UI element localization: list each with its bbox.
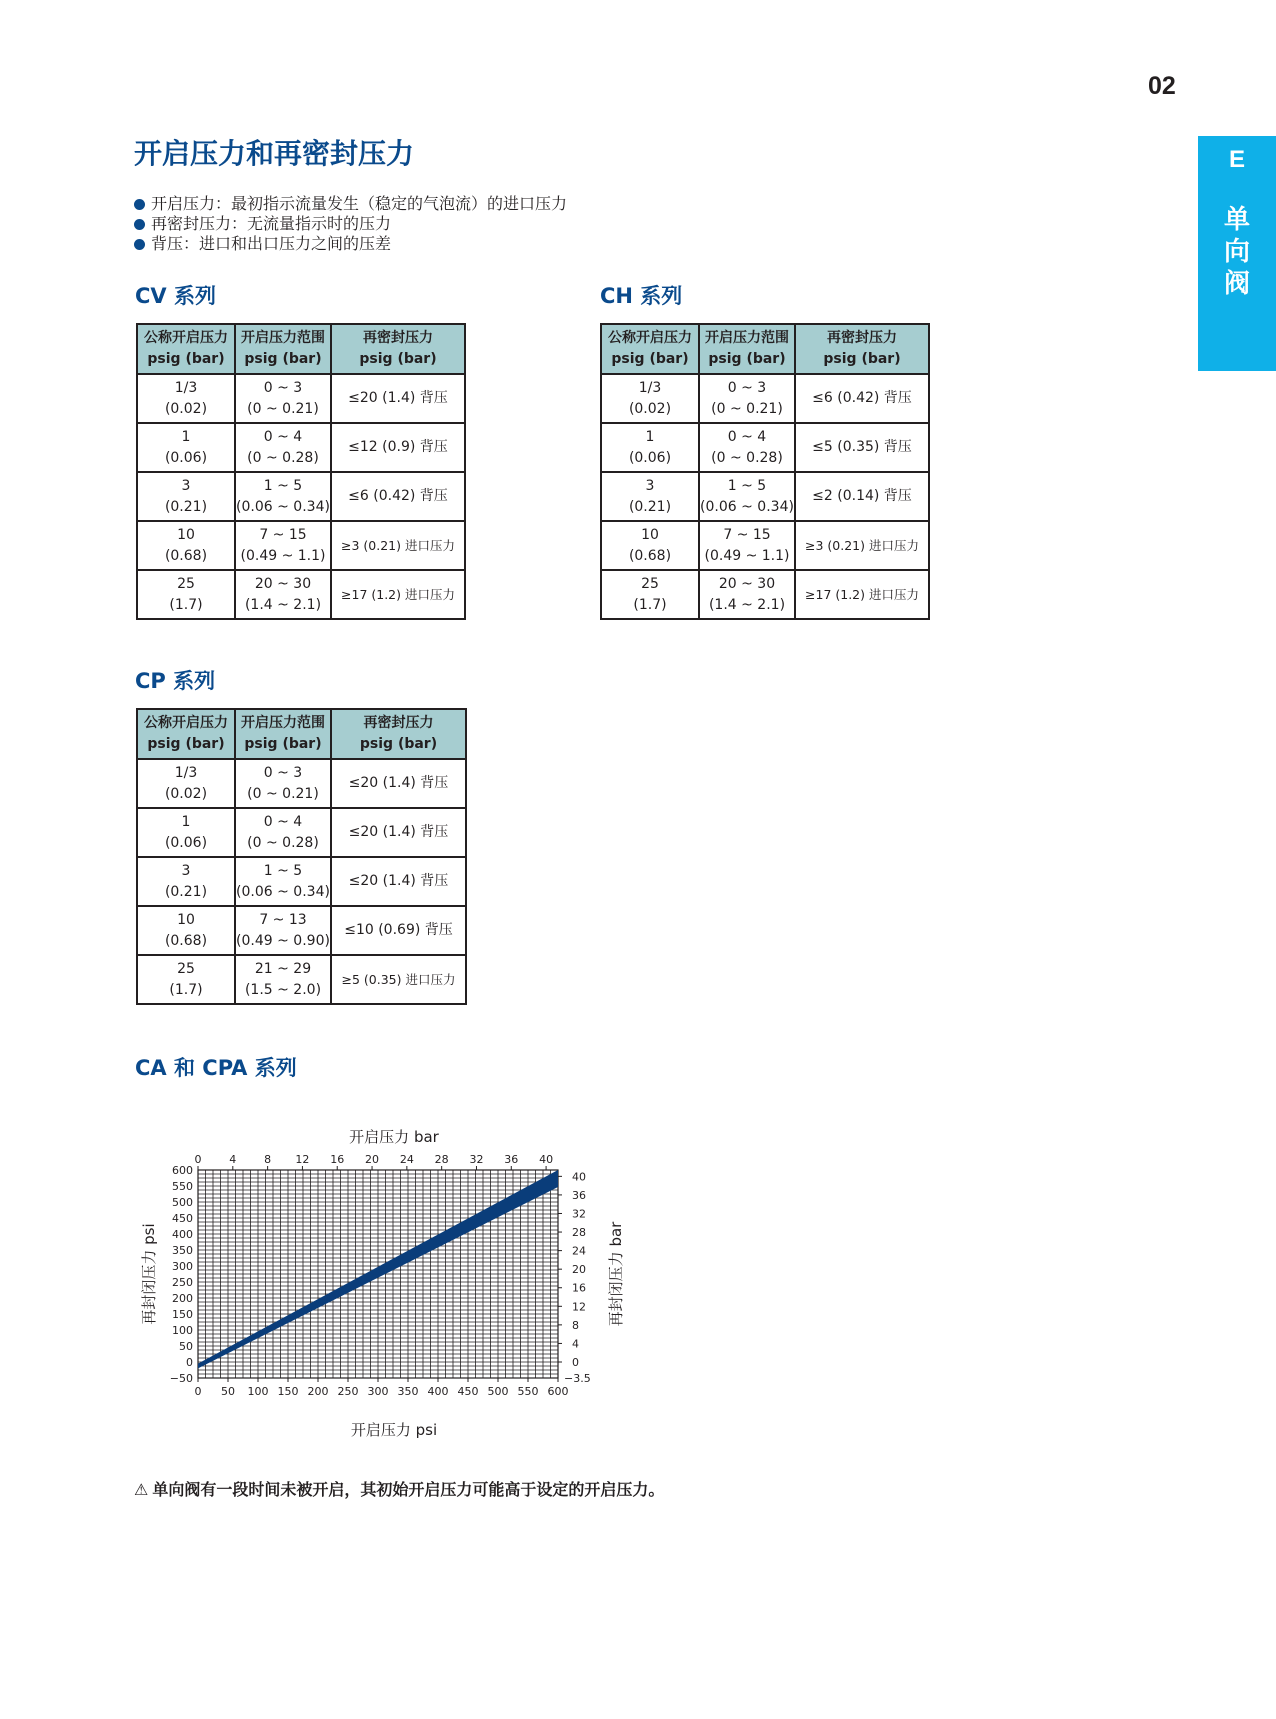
reseal-value: ≤20 (1.4) 背压 — [348, 775, 449, 791]
psig-value: 1/3 — [174, 764, 198, 781]
pressure-range-cell — [235, 521, 331, 570]
bar-value: (0.02) — [164, 785, 208, 802]
header-unit: psig (bar) — [611, 351, 689, 367]
chart-svg — [130, 1122, 670, 1467]
y-tick-label: 250 — [172, 1276, 193, 1289]
nominal-pressure-cell — [137, 472, 235, 521]
y-axis-title: 再封闭压力 psi — [140, 1223, 158, 1325]
pressure-range-cell — [235, 955, 331, 1004]
table-header-cell — [137, 709, 235, 759]
y-tick-label: 400 — [172, 1228, 193, 1241]
y2-tick-label: 4 — [572, 1337, 579, 1351]
psig-value: 10 — [641, 526, 659, 543]
cv-series-title: CV 系列 — [135, 284, 216, 308]
header-unit: psig (bar) — [244, 736, 322, 752]
y2-tick-label: 8 — [572, 1318, 579, 1332]
nominal-pressure-cell — [137, 808, 235, 857]
pressure-range-cell — [235, 906, 331, 955]
psig-value: 25 — [177, 575, 195, 592]
y2-tick-label: 24 — [572, 1244, 586, 1258]
nominal-pressure-cell — [137, 521, 235, 570]
x2-tick-label: 8 — [264, 1153, 272, 1166]
ch-series-title: CH 系列 — [600, 284, 683, 308]
table-header-cell — [601, 324, 699, 374]
x-tick-label: 400 — [427, 1385, 449, 1398]
header-unit: psig (bar) — [147, 351, 225, 367]
nominal-pressure-cell — [137, 759, 235, 808]
psig-value: 1 — [645, 428, 655, 445]
x-tick-label: 50 — [221, 1385, 235, 1398]
header-unit: psig (bar) — [244, 351, 322, 367]
header-unit: psig (bar) — [359, 351, 437, 367]
nominal-pressure-cell — [137, 906, 235, 955]
bar-value: (1.7) — [169, 981, 203, 998]
psig-range: 7 ~ 15 — [723, 526, 771, 543]
side-tab-label: 单向阀 — [1223, 205, 1250, 299]
ch-series-table — [600, 323, 930, 620]
x-tick-label: 550 — [517, 1385, 539, 1398]
definition-item: 再密封压力：无流量指示时的压力 — [134, 214, 567, 234]
bar-range: (0 ~ 0.21) — [247, 785, 319, 802]
psig-value: 25 — [641, 575, 659, 592]
reseal-pressure-cell — [331, 906, 466, 955]
reseal-pressure-cell — [795, 472, 929, 521]
nominal-pressure-cell — [137, 955, 235, 1004]
y2-tick-label: 16 — [572, 1281, 586, 1295]
header-label: 开启压力范围 — [705, 330, 789, 346]
reseal-value: ≥3 (0.21) 进口压力 — [805, 538, 919, 553]
table-row — [601, 521, 929, 570]
header-label: 开启压力范围 — [241, 715, 325, 731]
reseal-value: ≥5 (0.35) 进口压力 — [341, 972, 456, 987]
reseal-value: ≤12 (0.9) 背压 — [348, 439, 448, 455]
header-unit: psig (bar) — [708, 351, 786, 367]
pressure-range-cell — [699, 521, 795, 570]
reseal-value: ≥17 (1.2) 进口压力 — [341, 587, 455, 602]
pressure-range-cell — [235, 857, 331, 906]
section-side-tab[interactable] — [1198, 136, 1276, 371]
reseal-pressure-cell — [331, 374, 465, 423]
definition-list — [134, 194, 567, 254]
psig-value: 1/3 — [638, 379, 662, 396]
psig-range: 20 ~ 30 — [254, 575, 312, 592]
header-label: 开启压力范围 — [241, 330, 325, 346]
bar-value: (0.68) — [164, 547, 208, 564]
table-header-cell — [235, 324, 331, 374]
pressure-range-cell — [699, 472, 795, 521]
bar-value: (0.21) — [164, 498, 208, 515]
reseal-pressure-cell — [795, 521, 929, 570]
reseal-pressure-cell — [331, 423, 465, 472]
psig-range: 1 ~ 5 — [727, 477, 767, 494]
header-label: 公称开启压力 — [144, 715, 228, 731]
nominal-pressure-cell — [137, 857, 235, 906]
nominal-pressure-cell — [601, 521, 699, 570]
table-row — [137, 808, 466, 857]
table-row — [137, 906, 466, 955]
table-header-cell — [795, 324, 929, 374]
warning-note — [134, 1477, 664, 1500]
psig-value: 10 — [177, 526, 195, 543]
reseal-value: ≤20 (1.4) 背压 — [348, 824, 449, 840]
bar-range: (0 ~ 0.21) — [247, 400, 319, 417]
psig-range: 20 ~ 30 — [718, 575, 776, 592]
nominal-pressure-cell — [601, 374, 699, 423]
nominal-pressure-cell — [137, 374, 235, 423]
x-tick-label: 350 — [397, 1385, 419, 1398]
nominal-pressure-cell — [601, 472, 699, 521]
bar-range: (1.4 ~ 2.1) — [244, 596, 322, 613]
y2-tick-label: 36 — [572, 1188, 586, 1202]
x-tick-label: 150 — [277, 1385, 299, 1398]
table-row — [137, 374, 465, 423]
y-tick-label: 550 — [172, 1180, 193, 1193]
table-row — [601, 472, 929, 521]
psig-value: 3 — [181, 477, 191, 494]
x2-tick-label: 20 — [365, 1153, 380, 1166]
x-tick-label: 300 — [367, 1385, 389, 1398]
table-row — [137, 472, 465, 521]
table-header-row — [601, 324, 929, 374]
header-label: 再密封压力 — [363, 715, 434, 731]
y-tick-label: 0 — [186, 1356, 193, 1369]
reseal-value: ≥3 (0.21) 进口压力 — [341, 538, 455, 553]
psig-value: 10 — [177, 911, 195, 928]
nominal-pressure-cell — [137, 570, 235, 619]
y-tick-label: 200 — [172, 1292, 193, 1305]
bar-range: (0.49 ~ 1.1) — [704, 547, 790, 564]
bar-value: (0.68) — [628, 547, 672, 564]
x2-tick-label: 4 — [229, 1153, 237, 1166]
table-header-cell — [137, 324, 235, 374]
psig-range: 7 ~ 15 — [259, 526, 307, 543]
warning-text: 单向阀有一段时间未被开启，其初始开启压力可能高于设定的开启压力。 — [152, 1480, 665, 1499]
bar-range: (1.4 ~ 2.1) — [708, 596, 786, 613]
table-row — [601, 374, 929, 423]
pressure-range-cell — [235, 808, 331, 857]
psig-range: 1 ~ 5 — [263, 477, 303, 494]
x-tick-label: 100 — [247, 1385, 269, 1398]
side-tab-letter: E — [1228, 146, 1245, 173]
psig-range: 0 ~ 3 — [263, 379, 303, 396]
reseal-value: ≤5 (0.35) 背压 — [812, 439, 912, 455]
reseal-value: ≤6 (0.42) 背压 — [812, 390, 912, 406]
pressure-range-cell — [699, 570, 795, 619]
header-label: 公称开启压力 — [144, 330, 228, 346]
x2-tick-label: 28 — [434, 1153, 449, 1166]
cp-series-table — [136, 708, 467, 1005]
pressure-range-cell — [235, 423, 331, 472]
psig-value: 3 — [645, 477, 655, 494]
psig-value: 1 — [181, 813, 191, 830]
reseal-pressure-cell — [331, 808, 466, 857]
bar-range: (0.06 ~ 0.34) — [700, 498, 794, 515]
y2-tick-label: 28 — [572, 1226, 586, 1240]
table-row — [601, 570, 929, 619]
reseal-pressure-cell — [331, 521, 465, 570]
table-row — [137, 955, 466, 1004]
reseal-pressure-cell — [331, 759, 466, 808]
table-header-row — [137, 324, 465, 374]
header-unit: psig (bar) — [359, 736, 438, 752]
x-tick-label: 0 — [194, 1385, 202, 1398]
bar-value: (0.06) — [164, 449, 208, 466]
table-header-cell — [331, 324, 465, 374]
table-row — [137, 759, 466, 808]
bar-value: (0.21) — [628, 498, 672, 515]
x-axis-title: 开启压力 psi — [350, 1421, 438, 1439]
table-header-row — [137, 709, 466, 759]
bar-value: (0.02) — [628, 400, 672, 417]
pressure-range-cell — [235, 374, 331, 423]
bar-range: (0.06 ~ 0.34) — [236, 883, 330, 900]
pressure-range-cell — [235, 570, 331, 619]
x-tick-label: 200 — [307, 1385, 329, 1398]
y-tick-label: 450 — [172, 1212, 193, 1225]
bar-range: (0.49 ~ 1.1) — [240, 547, 326, 564]
psig-range: 0 ~ 4 — [727, 428, 767, 445]
header-unit: psig (bar) — [147, 736, 225, 752]
x2-tick-label: 24 — [399, 1153, 414, 1166]
y-tick-label: 500 — [172, 1196, 193, 1209]
table-row — [137, 521, 465, 570]
y2-tick-label: −3.5 — [564, 1372, 591, 1385]
reseal-pressure-cell — [331, 570, 465, 619]
reseal-value: ≤10 (0.69) 背压 — [344, 922, 453, 938]
psig-range: 21 ~ 29 — [254, 960, 312, 977]
page-title: 开启压力和再密封压力 — [134, 137, 415, 170]
psig-value: 1 — [181, 428, 191, 445]
pressure-range-cell — [699, 374, 795, 423]
y-tick-label: 150 — [172, 1308, 193, 1321]
table-header-cell — [235, 709, 331, 759]
y-tick-label: 600 — [172, 1164, 193, 1177]
reseal-value: ≤20 (1.4) 背压 — [348, 873, 449, 889]
nominal-pressure-cell — [601, 570, 699, 619]
relief-pressure-chart — [130, 1122, 670, 1467]
bar-range: (1.5 ~ 2.0) — [244, 981, 322, 998]
psig-range: 0 ~ 4 — [263, 428, 303, 445]
reseal-pressure-cell — [331, 955, 466, 1004]
psig-range: 0 ~ 3 — [727, 379, 767, 396]
reseal-pressure-cell — [331, 857, 466, 906]
table-header-cell — [331, 709, 466, 759]
x-tick-label: 500 — [487, 1385, 509, 1398]
psig-range: 7 ~ 13 — [259, 911, 307, 928]
definition-item: 开启压力：最初指示流量发生（稳定的气泡流）的进口压力 — [134, 194, 567, 214]
reseal-value: ≥17 (1.2) 进口压力 — [805, 587, 919, 602]
bar-range: (0 ~ 0.21) — [711, 400, 783, 417]
y-tick-label: 300 — [172, 1260, 193, 1273]
pressure-range-cell — [235, 472, 331, 521]
reseal-pressure-cell — [331, 472, 465, 521]
ca-cpa-series-title: CA 和 CPA 系列 — [135, 1056, 297, 1080]
psig-range: 0 ~ 3 — [263, 764, 303, 781]
bar-value: (0.68) — [164, 932, 208, 949]
x2-tick-label: 36 — [504, 1153, 519, 1166]
warning-icon: ⚠ — [134, 1480, 149, 1499]
bar-range: (0.06 ~ 0.34) — [236, 498, 330, 515]
x2-tick-label: 16 — [330, 1153, 345, 1166]
psig-value: 3 — [181, 862, 191, 879]
x-tick-label: 450 — [457, 1385, 479, 1398]
bar-value: (0.06) — [164, 834, 208, 851]
bar-value: (1.7) — [169, 596, 203, 613]
y2-tick-label: 40 — [572, 1170, 586, 1184]
psig-range: 0 ~ 4 — [263, 813, 303, 830]
x2-axis-title: 开启压力 bar — [349, 1128, 439, 1146]
bar-range: (0 ~ 0.28) — [711, 449, 783, 466]
bar-value: (0.02) — [164, 400, 208, 417]
reseal-value: ≤6 (0.42) 背压 — [348, 488, 448, 504]
x2-tick-label: 0 — [194, 1153, 202, 1166]
y-tick-label: 350 — [172, 1244, 193, 1257]
bar-range: (0 ~ 0.28) — [247, 834, 319, 851]
header-unit: psig (bar) — [823, 351, 901, 367]
x2-tick-label: 32 — [469, 1153, 484, 1166]
bar-range: (0.49 ~ 0.90) — [236, 932, 330, 949]
x2-tick-label: 12 — [295, 1153, 310, 1166]
bar-range: (0 ~ 0.28) — [247, 449, 319, 466]
x-tick-label: 250 — [337, 1385, 359, 1398]
y2-axis-title: 再封闭压力 bar — [607, 1221, 625, 1327]
x2-tick-label: 40 — [539, 1153, 554, 1166]
reseal-pressure-cell — [795, 374, 929, 423]
reseal-pressure-cell — [795, 423, 929, 472]
table-header-cell — [699, 324, 795, 374]
y2-tick-label: 0 — [572, 1356, 579, 1369]
psig-value: 25 — [177, 960, 195, 977]
y-tick-label: 100 — [172, 1324, 193, 1337]
reseal-value: ≤20 (1.4) 背压 — [348, 390, 448, 406]
nominal-pressure-cell — [601, 423, 699, 472]
header-label: 再密封压力 — [363, 330, 433, 346]
table-row — [137, 423, 465, 472]
table-row — [137, 570, 465, 619]
y-tick-label: 50 — [179, 1340, 193, 1353]
y2-tick-label: 32 — [572, 1207, 586, 1221]
bar-value: (0.21) — [164, 883, 208, 900]
definition-item: 背压：进口和出口压力之间的压差 — [134, 234, 567, 254]
psig-value: 1/3 — [174, 379, 198, 396]
bar-value: (0.06) — [628, 449, 672, 466]
page-number: 02 — [1148, 72, 1176, 100]
reseal-value: ≤2 (0.14) 背压 — [812, 488, 912, 504]
y2-tick-label: 20 — [572, 1263, 586, 1277]
psig-range: 1 ~ 5 — [263, 862, 303, 879]
table-row — [601, 423, 929, 472]
bar-value: (1.7) — [633, 596, 667, 613]
nominal-pressure-cell — [137, 423, 235, 472]
y-tick-label: −50 — [169, 1372, 193, 1385]
header-label: 公称开启压力 — [608, 330, 692, 346]
pressure-range-cell — [235, 759, 331, 808]
y2-tick-label: 12 — [572, 1300, 586, 1314]
cv-series-table — [136, 323, 466, 620]
x-tick-label: 600 — [547, 1385, 569, 1398]
table-row — [137, 857, 466, 906]
pressure-range-cell — [699, 423, 795, 472]
reseal-pressure-cell — [795, 570, 929, 619]
header-label: 再密封压力 — [827, 330, 897, 346]
cp-series-title: CP 系列 — [135, 669, 216, 693]
